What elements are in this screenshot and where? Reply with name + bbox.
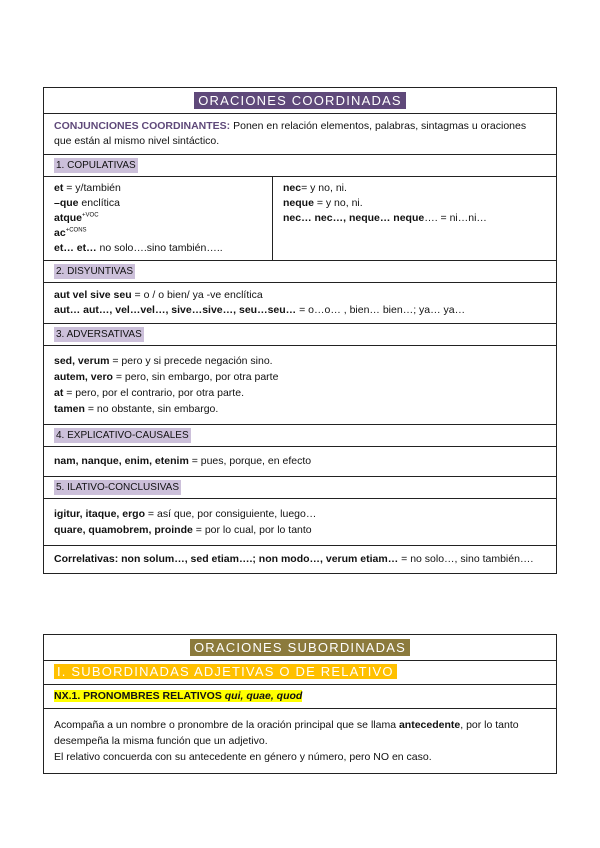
coordinadas-table bbox=[43, 87, 557, 574]
disyuntivas-body bbox=[44, 282, 556, 323]
list-item: neque = y no, ni. bbox=[283, 197, 363, 209]
relativo-note: El relativo concuerda con su antecedente en género y número, pero NO en caso. bbox=[54, 751, 432, 763]
intro-label: CONJUNCIONES COORDINANTES: bbox=[54, 120, 231, 132]
disyuntivas-head-row bbox=[44, 260, 556, 282]
pronombres-row bbox=[44, 684, 556, 708]
explicativo-body bbox=[44, 446, 556, 476]
copulativas-body bbox=[44, 176, 556, 260]
subordinadas-title-row bbox=[44, 635, 556, 660]
subordinadas-table bbox=[43, 634, 557, 774]
list-item: quare, quamobrem, proinde = por lo cual, por lo tanto bbox=[54, 524, 312, 536]
ilativo-head-row bbox=[44, 476, 556, 498]
copulativas-right bbox=[273, 177, 556, 260]
list-item: aut vel sive seu = o / o bien/ ya -ve enclítica bbox=[54, 289, 263, 301]
list-item: –que enclítica bbox=[54, 197, 120, 209]
copulativas-heading: 1. COPULATIVAS bbox=[56, 160, 136, 171]
disyuntivas-heading: 2. DISYUNTIVAS bbox=[56, 266, 134, 277]
list-item: sed, verum = pero y si precede negación sino. bbox=[54, 355, 273, 367]
ilativo-body bbox=[44, 498, 556, 545]
coordinadas-title: ORACIONES COORDINADAS bbox=[194, 92, 406, 109]
list-item: autem, vero = pero, sin embargo, por otra parte bbox=[54, 371, 279, 383]
pronombres-heading: NX.1. PRONOMBRES RELATIVOS qui, quae, quod bbox=[54, 690, 303, 702]
adversativas-head-row bbox=[44, 323, 556, 345]
intro-row bbox=[44, 113, 556, 154]
list-item: igitur, itaque, ergo = así que, por consiguiente, luego… bbox=[54, 508, 317, 520]
adversativas-body bbox=[44, 345, 556, 424]
adversativas-heading: 3. ADVERSATIVAS bbox=[56, 329, 142, 340]
list-item: nec= y no, ni. bbox=[283, 182, 347, 194]
copulativas-head-row bbox=[44, 154, 556, 176]
list-item: atque$^{+VOC}$ bbox=[54, 212, 99, 224]
list-item: tamen = no obstante, sin embargo. bbox=[54, 403, 219, 415]
correlativas-row bbox=[44, 545, 556, 573]
correlativas-label: Correlativas: non solum…, sed etiam….; non modo…, verum etiam… bbox=[54, 553, 399, 565]
list-item: aut… aut…, vel…vel…, sive…sive…, seu…seu… = o…o… , bien… bien…; ya… ya… bbox=[54, 304, 466, 316]
list-item: et = y/también bbox=[54, 182, 121, 194]
list-item: $ac^{+CONS}$ bbox=[54, 227, 87, 239]
list-item: nam, nanque, enim, etenim = pues, porque, en efecto bbox=[54, 455, 312, 467]
copulativas-left bbox=[44, 177, 273, 260]
coordinadas-title-row bbox=[44, 88, 556, 113]
explicativo-heading: 4. EXPLICATIVO-CAUSALES bbox=[56, 430, 189, 441]
subordinadas-subtitle: I. SUBORDINADAS ADJETIVAS O DE RELATIVO bbox=[54, 664, 397, 679]
subordinadas-subtitle-row bbox=[44, 660, 556, 684]
list-item: et… et… no solo….sino también….. bbox=[54, 242, 223, 254]
correlativas-text: = no solo…, sino también…. bbox=[398, 553, 534, 565]
list-item: nec… nec…, neque… neque…. = ni…ni… bbox=[283, 212, 487, 224]
subordinadas-title: ORACIONES SUBORDINADAS bbox=[190, 639, 410, 656]
relativo-paragraph: Acompaña a un nombre o pronombre de la oración principal que se llama antecedente, por lo tanto desempeña la misma función que un adjetivo. El relativo concuerda con su antecedente en género y número, pero NO en caso. bbox=[44, 708, 556, 773]
explicativo-head-row bbox=[44, 424, 556, 446]
list-item: at = pero, por el contrario, por otra parte. bbox=[54, 387, 244, 399]
intro-text: Ponen en relación elementos, palabras, sintagmas u oraciones que están al mismo nivel sintáctico. bbox=[54, 120, 527, 147]
ilativo-heading: 5. ILATIVO-CONCLUSIVAS bbox=[56, 482, 179, 493]
